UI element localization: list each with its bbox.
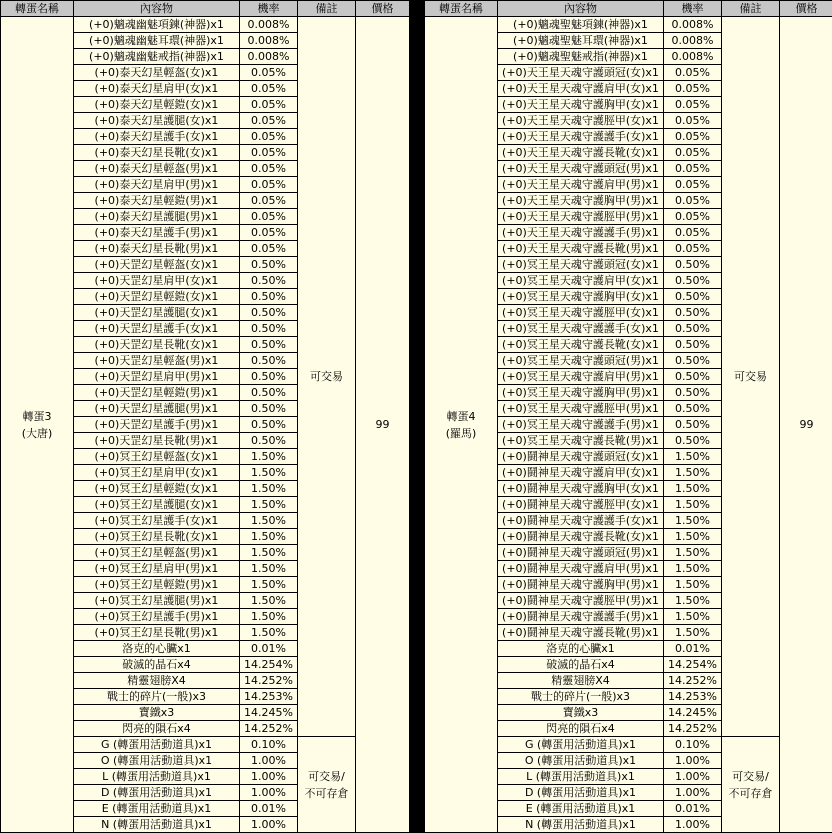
rate-cell: 1.50% xyxy=(664,481,722,497)
item-cell: (+0)天王星天魂守護脛甲(女)x1 xyxy=(498,113,664,129)
rate-cell: 0.05% xyxy=(240,209,298,225)
rate-cell: 1.50% xyxy=(240,465,298,481)
item-cell: N (轉蛋用活動道具)x1 xyxy=(74,817,240,833)
rate-cell: 0.05% xyxy=(664,113,722,129)
item-cell: G (轉蛋用活動道具)x1 xyxy=(74,737,240,753)
rate-cell: 0.05% xyxy=(664,193,722,209)
col-header-price: 價格 xyxy=(780,1,832,17)
item-cell: (+0)泰天幻星肩甲(女)x1 xyxy=(74,81,240,97)
gacha-name: 轉蛋3 xyxy=(1,408,73,425)
rate-cell: 1.00% xyxy=(664,753,722,769)
gacha-era: (大唐) xyxy=(1,425,73,442)
rate-cell: 0.50% xyxy=(240,257,298,273)
item-cell: D (轉蛋用活動道具)x1 xyxy=(498,785,664,801)
item-cell: (+0)泰天幻星輕鎧(女)x1 xyxy=(74,97,240,113)
rate-cell: 1.50% xyxy=(240,561,298,577)
rate-cell: 1.50% xyxy=(664,593,722,609)
col-header-rate: 機率 xyxy=(664,1,722,17)
item-cell: (+0)冥王星天魂守護脛甲(男)x1 xyxy=(498,401,664,417)
item-cell: (+0)天王星天魂守護護手(男)x1 xyxy=(498,225,664,241)
item-cell: (+0)鬪神星天魂守護肩甲(女)x1 xyxy=(498,465,664,481)
rate-cell: 1.50% xyxy=(664,513,722,529)
rate-cell: 0.50% xyxy=(240,433,298,449)
rate-cell: 14.245% xyxy=(664,705,722,721)
table-row xyxy=(1,17,410,33)
item-cell: (+0)冥王星天魂守護肩甲(男)x1 xyxy=(498,369,664,385)
rate-cell: 1.50% xyxy=(240,609,298,625)
item-cell: (+0)魑魂幽魅項鍊(神器)x1 xyxy=(74,17,240,33)
item-cell: (+0)魑魂幽魅耳環(神器)x1 xyxy=(74,33,240,49)
item-cell: (+0)天罡幻星護手(女)x1 xyxy=(74,321,240,337)
item-cell: (+0)天罡幻星輕鎧(女)x1 xyxy=(74,289,240,305)
rate-cell: 0.50% xyxy=(664,417,722,433)
rate-cell: 1.00% xyxy=(664,769,722,785)
item-cell: (+0)泰天幻星長靴(女)x1 xyxy=(74,145,240,161)
rate-cell: 0.50% xyxy=(664,353,722,369)
rate-cell: 1.50% xyxy=(240,577,298,593)
col-header-name: 轉蛋名稱 xyxy=(1,1,74,17)
item-cell: (+0)冥王星天魂守護護手(女)x1 xyxy=(498,321,664,337)
item-cell: (+0)天罡幻星護手(男)x1 xyxy=(74,417,240,433)
rate-cell: 0.008% xyxy=(664,49,722,65)
gacha-name: 轉蛋4 xyxy=(425,408,497,425)
item-cell: (+0)鬪神星天魂守護肩甲(男)x1 xyxy=(498,561,664,577)
rate-cell: 1.50% xyxy=(240,513,298,529)
item-cell: (+0)冥王星天魂守護護手(男)x1 xyxy=(498,417,664,433)
rate-cell: 1.00% xyxy=(664,785,722,801)
note-tradeable-nostore xyxy=(298,737,356,833)
rate-cell: 0.01% xyxy=(240,641,298,657)
col-header-content: 內容物 xyxy=(498,1,664,17)
item-cell: 閃亮的隕石x4 xyxy=(74,721,240,737)
rate-cell: 1.00% xyxy=(240,817,298,833)
note-line: 不可存倉 xyxy=(298,785,355,802)
rate-cell: 0.008% xyxy=(664,17,722,33)
item-cell: (+0)天王星天魂守護頭冠(男)x1 xyxy=(498,161,664,177)
rate-cell: 0.008% xyxy=(240,33,298,49)
item-cell: D (轉蛋用活動道具)x1 xyxy=(74,785,240,801)
rate-cell: 0.50% xyxy=(240,353,298,369)
rate-cell: 14.252% xyxy=(240,673,298,689)
rate-cell: 1.50% xyxy=(664,625,722,641)
item-cell: O (轉蛋用活動道具)x1 xyxy=(74,753,240,769)
item-cell: (+0)魑魂聖魅項鍊(神器)x1 xyxy=(498,17,664,33)
rate-cell: 1.00% xyxy=(664,817,722,833)
item-cell: (+0)天罡幻星護腿(女)x1 xyxy=(74,305,240,321)
item-cell: 洛克的心臟x1 xyxy=(74,641,240,657)
rate-cell: 0.50% xyxy=(664,337,722,353)
item-cell: (+0)冥王星天魂守護頭冠(男)x1 xyxy=(498,353,664,369)
item-cell: (+0)冥王星天魂守護脛甲(女)x1 xyxy=(498,305,664,321)
note-tradeable-nostore xyxy=(722,737,780,833)
item-cell: (+0)鬪神星天魂守護脛甲(女)x1 xyxy=(498,497,664,513)
item-cell: (+0)鬪神星天魂守護胸甲(女)x1 xyxy=(498,481,664,497)
item-cell: (+0)冥王幻星護手(男)x1 xyxy=(74,609,240,625)
note-line: 可交易/ xyxy=(722,768,779,785)
rate-cell: 0.50% xyxy=(664,385,722,401)
rate-cell: 0.008% xyxy=(240,17,298,33)
rate-cell: 0.05% xyxy=(664,209,722,225)
item-cell: E (轉蛋用活動道具)x1 xyxy=(498,801,664,817)
rate-cell: 0.05% xyxy=(240,81,298,97)
item-cell: (+0)鬪神星天魂守護頭冠(女)x1 xyxy=(498,449,664,465)
rate-cell: 1.50% xyxy=(240,529,298,545)
gacha-name-cell xyxy=(1,17,74,833)
item-cell: O (轉蛋用活動道具)x1 xyxy=(498,753,664,769)
rate-cell: 14.252% xyxy=(664,721,722,737)
item-cell: (+0)天王星天魂守護護手(女)x1 xyxy=(498,129,664,145)
rate-cell: 0.05% xyxy=(664,161,722,177)
item-cell: (+0)冥王星天魂守護長靴(女)x1 xyxy=(498,337,664,353)
rate-cell: 0.05% xyxy=(664,129,722,145)
rate-cell: 1.00% xyxy=(240,753,298,769)
rate-cell: 1.50% xyxy=(240,481,298,497)
rate-cell: 0.50% xyxy=(664,289,722,305)
item-cell: L (轉蛋用活動道具)x1 xyxy=(74,769,240,785)
rate-cell: 0.50% xyxy=(664,433,722,449)
item-cell: (+0)泰天幻星護腿(女)x1 xyxy=(74,113,240,129)
col-header-name: 轉蛋名稱 xyxy=(425,1,498,17)
col-header-price: 價格 xyxy=(356,1,410,17)
item-cell: 精靈翅膀X4 xyxy=(74,673,240,689)
price-cell: 99 xyxy=(356,17,410,833)
item-cell: (+0)冥王幻星護手(女)x1 xyxy=(74,513,240,529)
item-cell: (+0)天罡幻星輕盔(女)x1 xyxy=(74,257,240,273)
rate-cell: 1.50% xyxy=(664,449,722,465)
item-cell: L (轉蛋用活動道具)x1 xyxy=(498,769,664,785)
rate-cell: 0.05% xyxy=(240,145,298,161)
item-cell: 戰士的碎片(一般)x3 xyxy=(498,689,664,705)
rate-cell: 0.50% xyxy=(240,273,298,289)
item-cell: 寶鐵x3 xyxy=(74,705,240,721)
rate-cell: 14.253% xyxy=(664,689,722,705)
item-cell: (+0)天王星天魂守護胸甲(女)x1 xyxy=(498,97,664,113)
rate-cell: 0.50% xyxy=(664,321,722,337)
rate-cell: 0.50% xyxy=(664,305,722,321)
rate-cell: 0.50% xyxy=(240,385,298,401)
item-cell: 精靈翅膀X4 xyxy=(498,673,664,689)
gacha-table-3 xyxy=(0,0,410,833)
rate-cell: 0.05% xyxy=(240,129,298,145)
rate-cell: 0.50% xyxy=(240,417,298,433)
rate-cell: 14.254% xyxy=(664,657,722,673)
rate-cell: 14.254% xyxy=(240,657,298,673)
rate-cell: 0.008% xyxy=(664,33,722,49)
rate-cell: 0.05% xyxy=(240,225,298,241)
item-cell: 洛克的心臟x1 xyxy=(498,641,664,657)
rate-cell: 0.05% xyxy=(240,161,298,177)
col-header-note: 備註 xyxy=(722,1,780,17)
item-cell: (+0)天罡幻星輕盔(男)x1 xyxy=(74,353,240,369)
item-cell: 閃亮的隕石x4 xyxy=(498,721,664,737)
item-cell: (+0)天王星天魂守護胸甲(男)x1 xyxy=(498,193,664,209)
item-cell: (+0)魑魂聖魅耳環(神器)x1 xyxy=(498,33,664,49)
col-header-rate: 機率 xyxy=(240,1,298,17)
rate-cell: 14.253% xyxy=(240,689,298,705)
item-cell: (+0)冥王幻星肩甲(男)x1 xyxy=(74,561,240,577)
rate-cell: 0.50% xyxy=(240,305,298,321)
rate-cell: 1.50% xyxy=(664,609,722,625)
item-cell: (+0)魑魂聖魅戒指(神器)x1 xyxy=(498,49,664,65)
rate-cell: 0.50% xyxy=(240,369,298,385)
item-cell: (+0)魑魂幽魅戒指(神器)x1 xyxy=(74,49,240,65)
item-cell: (+0)泰天幻星輕盔(男)x1 xyxy=(74,161,240,177)
item-cell: (+0)冥王幻星輕鎧(女)x1 xyxy=(74,481,240,497)
rate-cell: 0.05% xyxy=(240,97,298,113)
item-cell: (+0)鬪神星天魂守護長靴(男)x1 xyxy=(498,625,664,641)
rate-cell: 0.10% xyxy=(664,737,722,753)
rate-cell: 1.50% xyxy=(240,593,298,609)
item-cell: 戰士的碎片(一般)x3 xyxy=(74,689,240,705)
item-cell: (+0)天罡幻星長靴(男)x1 xyxy=(74,433,240,449)
rate-cell: 0.05% xyxy=(664,65,722,81)
rate-cell: 1.50% xyxy=(240,449,298,465)
item-cell: G (轉蛋用活動道具)x1 xyxy=(498,737,664,753)
item-cell: (+0)冥王幻星肩甲(女)x1 xyxy=(74,465,240,481)
item-cell: 破滅的晶石x4 xyxy=(498,657,664,673)
note-tradeable: 可交易 xyxy=(298,17,356,737)
rate-cell: 0.50% xyxy=(240,289,298,305)
item-cell: 寶鐵x3 xyxy=(498,705,664,721)
rate-cell: 14.252% xyxy=(240,721,298,737)
rate-cell: 0.05% xyxy=(664,145,722,161)
rate-cell: 1.50% xyxy=(664,497,722,513)
item-cell: (+0)天王星天魂守護頭冠(女)x1 xyxy=(498,65,664,81)
gacha-table-4 xyxy=(424,0,832,833)
note-tradeable: 可交易 xyxy=(722,17,780,737)
rate-cell: 0.01% xyxy=(664,801,722,817)
header-row xyxy=(425,1,832,17)
gacha-table xyxy=(424,0,832,833)
rate-cell: 0.05% xyxy=(240,65,298,81)
rate-cell: 0.05% xyxy=(664,97,722,113)
item-cell: N (轉蛋用活動道具)x1 xyxy=(498,817,664,833)
item-cell: (+0)冥王星天魂守護胸甲(男)x1 xyxy=(498,385,664,401)
item-cell: (+0)冥王幻星護腿(男)x1 xyxy=(74,593,240,609)
rate-cell: 1.50% xyxy=(664,561,722,577)
rate-cell: 1.50% xyxy=(664,545,722,561)
item-cell: (+0)泰天幻星輕盔(女)x1 xyxy=(74,65,240,81)
rate-cell: 1.50% xyxy=(240,625,298,641)
rate-cell: 0.05% xyxy=(240,113,298,129)
item-cell: (+0)天王星天魂守護長靴(女)x1 xyxy=(498,145,664,161)
item-cell: (+0)泰天幻星護手(女)x1 xyxy=(74,129,240,145)
item-cell: (+0)泰天幻星長靴(男)x1 xyxy=(74,241,240,257)
note-line: 可交易/ xyxy=(298,768,355,785)
item-cell: (+0)冥王幻星輕盔(男)x1 xyxy=(74,545,240,561)
item-cell: (+0)天罡幻星肩甲(女)x1 xyxy=(74,273,240,289)
rate-cell: 0.05% xyxy=(240,241,298,257)
item-cell: E (轉蛋用活動道具)x1 xyxy=(74,801,240,817)
rate-cell: 1.50% xyxy=(664,465,722,481)
rate-cell: 0.50% xyxy=(240,321,298,337)
item-cell: (+0)冥王星天魂守護長靴(男)x1 xyxy=(498,433,664,449)
col-header-note: 備註 xyxy=(298,1,356,17)
rate-cell: 0.008% xyxy=(240,49,298,65)
rate-cell: 0.10% xyxy=(240,737,298,753)
price-cell: 99 xyxy=(780,17,832,833)
item-cell: (+0)鬪神星天魂守護頭冠(男)x1 xyxy=(498,545,664,561)
note-line: 不可存倉 xyxy=(722,785,779,802)
gacha-name-cell xyxy=(425,17,498,833)
rate-cell: 0.05% xyxy=(664,241,722,257)
col-header-content: 內容物 xyxy=(74,1,240,17)
rate-cell: 0.50% xyxy=(664,369,722,385)
rate-cell: 0.50% xyxy=(664,401,722,417)
rate-cell: 1.00% xyxy=(240,785,298,801)
item-cell: (+0)冥王星天魂守護肩甲(女)x1 xyxy=(498,273,664,289)
item-cell: (+0)泰天幻星肩甲(男)x1 xyxy=(74,177,240,193)
rate-cell: 0.50% xyxy=(664,257,722,273)
item-cell: (+0)天罡幻星護腿(男)x1 xyxy=(74,401,240,417)
item-cell: (+0)鬪神星天魂守護胸甲(男)x1 xyxy=(498,577,664,593)
rate-cell: 0.05% xyxy=(664,81,722,97)
rate-cell: 0.05% xyxy=(664,225,722,241)
rate-cell: 1.50% xyxy=(240,497,298,513)
item-cell: (+0)冥王幻星輕盔(女)x1 xyxy=(74,449,240,465)
item-cell: (+0)冥王幻星長靴(男)x1 xyxy=(74,625,240,641)
gacha-era: (羅馬) xyxy=(425,425,497,442)
rate-cell: 0.05% xyxy=(240,193,298,209)
rate-cell: 0.50% xyxy=(664,273,722,289)
rate-cell: 0.01% xyxy=(664,641,722,657)
item-cell: (+0)天王星天魂守護長靴(男)x1 xyxy=(498,241,664,257)
rate-cell: 14.245% xyxy=(240,705,298,721)
rate-cell: 1.50% xyxy=(240,545,298,561)
item-cell: (+0)天罡幻星輕鎧(男)x1 xyxy=(74,385,240,401)
rate-cell: 14.252% xyxy=(664,673,722,689)
rate-cell: 0.05% xyxy=(240,177,298,193)
item-cell: (+0)天王星天魂守護肩甲(女)x1 xyxy=(498,81,664,97)
rate-cell: 1.00% xyxy=(240,769,298,785)
gacha-table xyxy=(0,0,410,833)
item-cell: (+0)冥王星天魂守護胸甲(女)x1 xyxy=(498,289,664,305)
rate-cell: 0.50% xyxy=(240,401,298,417)
item-cell: (+0)天罡幻星長靴(女)x1 xyxy=(74,337,240,353)
item-cell: (+0)泰天幻星輕鎧(男)x1 xyxy=(74,193,240,209)
item-cell: (+0)鬪神星天魂守護長靴(女)x1 xyxy=(498,529,664,545)
item-cell: (+0)冥王幻星輕鎧(男)x1 xyxy=(74,577,240,593)
rate-cell: 1.50% xyxy=(664,529,722,545)
item-cell: (+0)天罡幻星肩甲(男)x1 xyxy=(74,369,240,385)
item-cell: (+0)天王星天魂守護肩甲(男)x1 xyxy=(498,177,664,193)
item-cell: (+0)鬪神星天魂守護護手(女)x1 xyxy=(498,513,664,529)
item-cell: (+0)天王星天魂守護脛甲(男)x1 xyxy=(498,209,664,225)
item-cell: 破滅的晶石x4 xyxy=(74,657,240,673)
rate-cell: 0.05% xyxy=(664,177,722,193)
item-cell: (+0)冥王星天魂守護頭冠(女)x1 xyxy=(498,257,664,273)
item-cell: (+0)鬪神星天魂守護護手(男)x1 xyxy=(498,609,664,625)
item-cell: (+0)冥王幻星護腿(女)x1 xyxy=(74,497,240,513)
item-cell: (+0)鬪神星天魂守護脛甲(男)x1 xyxy=(498,593,664,609)
rate-cell: 1.50% xyxy=(664,577,722,593)
header-row xyxy=(1,1,410,17)
item-cell: (+0)泰天幻星護手(男)x1 xyxy=(74,225,240,241)
rate-cell: 0.50% xyxy=(240,337,298,353)
rate-cell: 0.01% xyxy=(240,801,298,817)
item-cell: (+0)冥王幻星長靴(女)x1 xyxy=(74,529,240,545)
item-cell: (+0)泰天幻星護腿(男)x1 xyxy=(74,209,240,225)
table-row xyxy=(425,17,832,33)
